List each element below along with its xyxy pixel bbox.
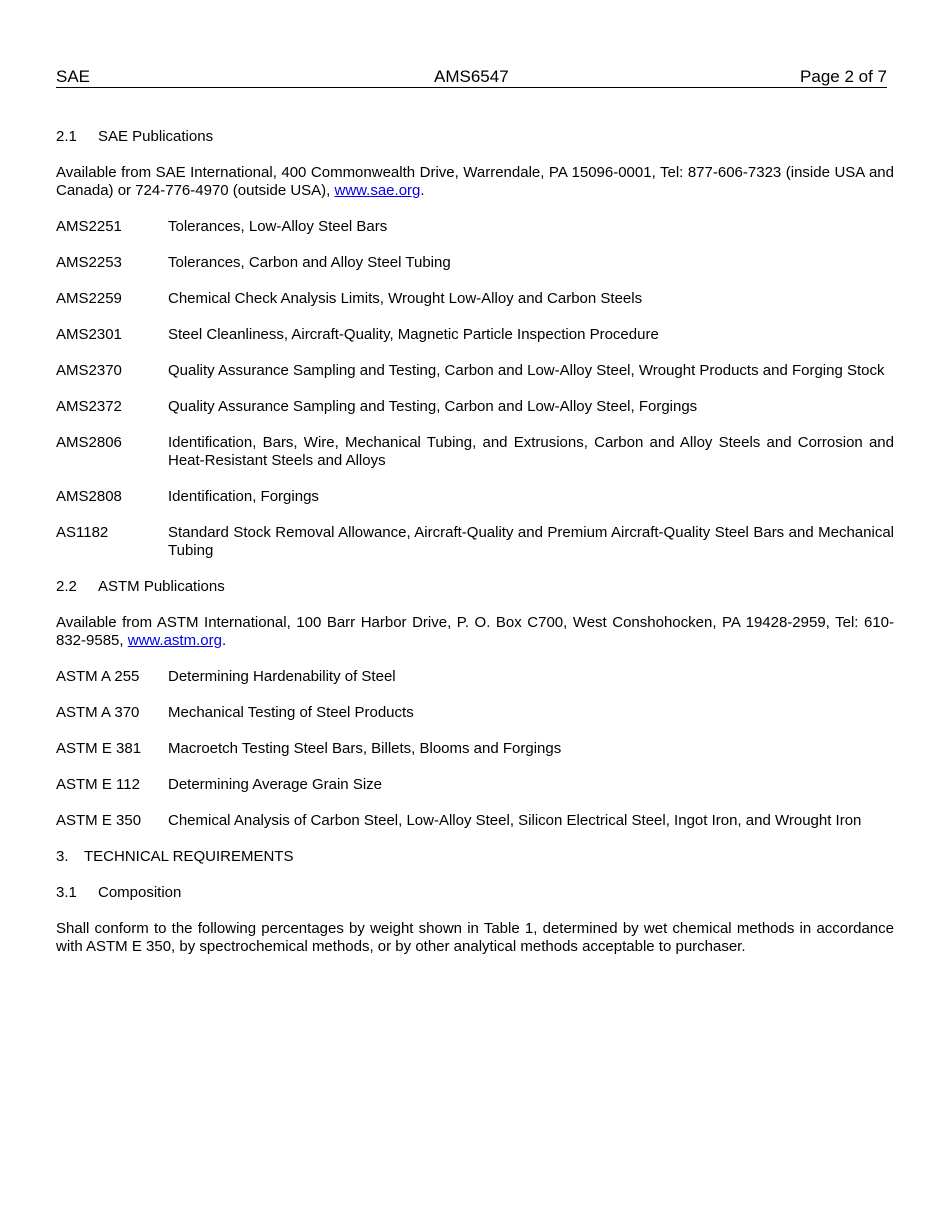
- header-page-label: Page 2 of 7: [800, 67, 887, 86]
- reference-title: Chemical Check Analysis Limits, Wrought Low-Alloy and Carbon Steels: [168, 290, 643, 307]
- reference-code: ASTM A 255: [56, 668, 140, 685]
- reference-row: [56, 668, 894, 686]
- section-title: Composition: [98, 884, 182, 901]
- reference-title: Determining Hardenability of Steel: [168, 668, 396, 685]
- astm-availability-paragraph: [56, 614, 894, 650]
- reference-row: [56, 776, 894, 794]
- reference-code: AS1182: [56, 524, 109, 541]
- reference-code: ASTM E 350: [56, 812, 142, 829]
- reference-code: AMS2370: [56, 362, 122, 379]
- reference-row: [56, 254, 894, 272]
- sae-availability-paragraph: [56, 164, 894, 200]
- composition-paragraph: Shall conform to the following percentages by weight shown in Table 1, determined by wet chemical methods in accordance with ASTM E 350, by spectrochemical methods, or by other analytical methods acceptable to purchaser.: [56, 920, 894, 955]
- reference-row: [56, 812, 894, 830]
- section-title: TECHNICAL REQUIREMENTS: [84, 848, 294, 865]
- reference-code: ASTM E 381: [56, 740, 142, 757]
- section-3-1-heading: [56, 884, 894, 902]
- section-title: ASTM Publications: [98, 578, 225, 595]
- document-body: [56, 128, 894, 956]
- sae-website-link[interactable]: www.sae.org: [334, 182, 421, 199]
- sae-reference-list: [56, 218, 894, 560]
- reference-title: Quality Assurance Sampling and Testing, Carbon and Low-Alloy Steel, Wrought Products and Forging Stock: [168, 362, 885, 379]
- reference-row: [56, 434, 894, 470]
- reference-row: [56, 398, 894, 416]
- astm-availability-end: .: [221, 632, 227, 649]
- reference-title: Quality Assurance Sampling and Testing, Carbon and Low-Alloy Steel, Forgings: [168, 398, 698, 415]
- reference-row: [56, 740, 894, 758]
- reference-row: [56, 218, 894, 236]
- reference-title: Steel Cleanliness, Aircraft-Quality, Magnetic Particle Inspection Procedure: [168, 326, 659, 343]
- reference-title: Standard Stock Removal Allowance, Aircraft-Quality and Premium Aircraft-Quality Steel Bars and Mechanical Tubing: [168, 524, 894, 559]
- section-number: 3.: [56, 848, 69, 865]
- reference-code: ASTM A 370: [56, 704, 140, 721]
- reference-title: Mechanical Testing of Steel Products: [168, 704, 414, 721]
- reference-title: Identification, Forgings: [168, 488, 319, 505]
- reference-row: [56, 290, 894, 308]
- page-header: [56, 67, 887, 88]
- reference-title: Determining Average Grain Size: [168, 776, 382, 793]
- sae-availability-end: .: [420, 182, 425, 199]
- reference-title: Tolerances, Low-Alloy Steel Bars: [168, 218, 388, 235]
- reference-code: AMS2253: [56, 254, 122, 271]
- section-number: 2.2: [56, 578, 77, 595]
- header-org: SAE: [56, 67, 91, 86]
- section-title: SAE Publications: [98, 128, 214, 145]
- reference-row: [56, 524, 894, 560]
- section-number: 2.1: [56, 128, 77, 145]
- reference-row: [56, 326, 894, 344]
- reference-title: Tolerances, Carbon and Alloy Steel Tubing: [168, 254, 451, 271]
- reference-row: [56, 704, 894, 722]
- astm-reference-list: [56, 668, 894, 830]
- reference-code: AMS2372: [56, 398, 122, 415]
- reference-title: Identification, Bars, Wire, Mechanical Tubing, and Extrusions, Carbon and Alloy Steels and Corrosion and Heat-Resistant Steels and Alloys: [168, 434, 894, 469]
- reference-title: Macroetch Testing Steel Bars, Billets, Blooms and Forgings: [168, 740, 562, 757]
- sae-availability-text: Available from SAE International, 400 Commonwealth Drive, Warrendale, PA 15096-0001, Tel: 877-606-7323 (inside USA and Canada) or 724-776-4970 (outside USA),: [56, 164, 894, 199]
- section-number: 3.1: [56, 884, 77, 901]
- reference-code: ASTM E 112: [56, 776, 140, 793]
- reference-code: AMS2259: [56, 290, 122, 307]
- reference-row: [56, 488, 894, 506]
- section-2-1-heading: [56, 128, 894, 146]
- reference-row: [56, 362, 894, 380]
- astm-website-link[interactable]: www.astm.org: [127, 632, 222, 649]
- reference-code: AMS2806: [56, 434, 122, 451]
- reference-code: AMS2301: [56, 326, 122, 343]
- section-2-2-heading: [56, 578, 894, 596]
- header-doc-number: AMS6547: [434, 67, 509, 86]
- reference-code: AMS2251: [56, 218, 122, 235]
- reference-title: Chemical Analysis of Carbon Steel, Low-Alloy Steel, Silicon Electrical Steel, Ingot Iron, and Wrought Iron: [168, 812, 862, 829]
- astm-availability-text: Available from ASTM International, 100 Barr Harbor Drive, P. O. Box C700, West Conshohocken, PA 19428-2959, Tel: 610-832-9585,: [56, 614, 894, 649]
- section-3-heading: [56, 848, 894, 866]
- reference-code: AMS2808: [56, 488, 122, 505]
